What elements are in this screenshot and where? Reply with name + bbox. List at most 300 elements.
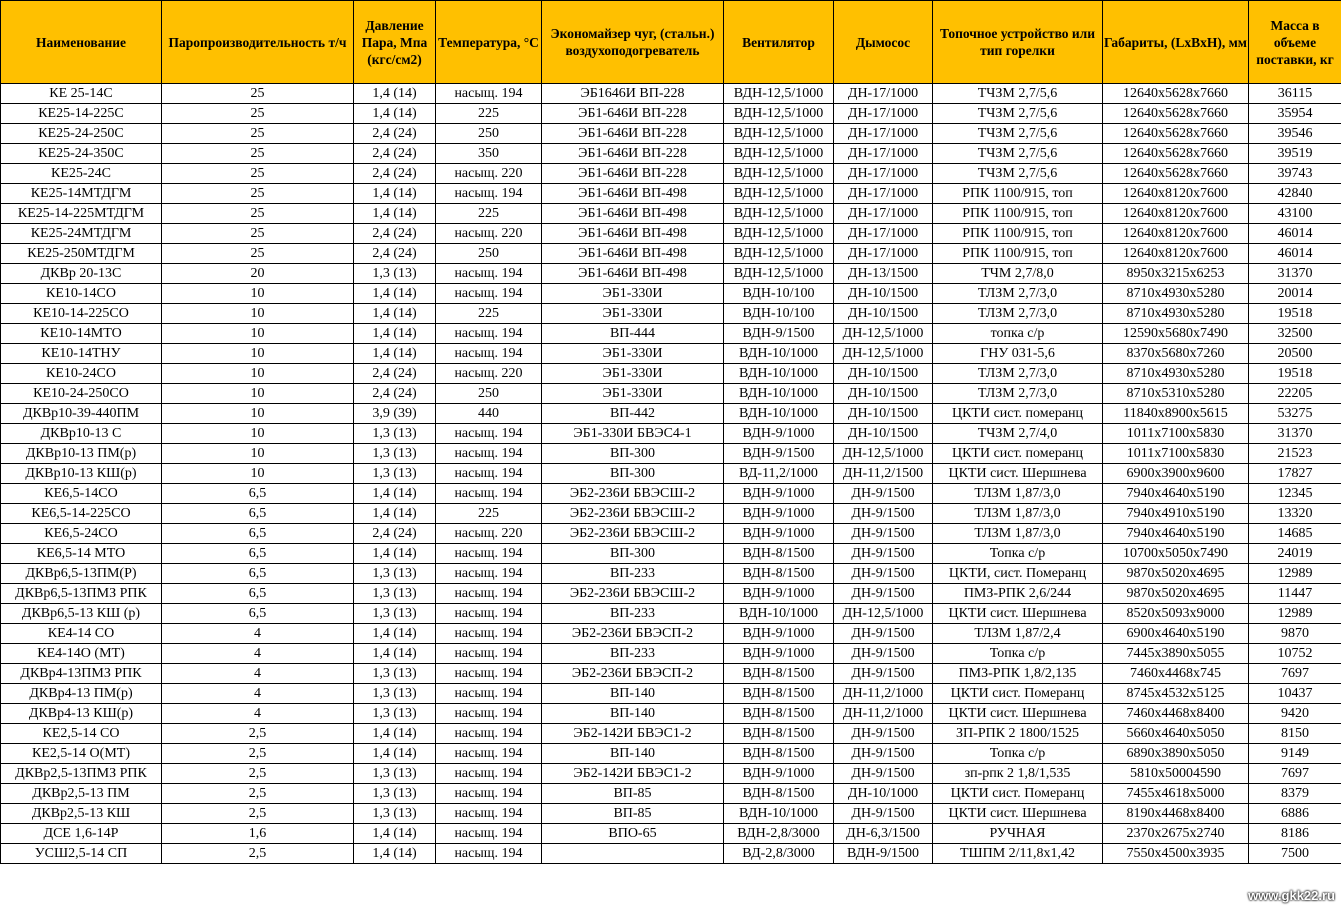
cell-capacity: 25: [162, 144, 354, 164]
cell-dimensions: 8520х5093х9000: [1103, 604, 1249, 624]
cell-name: КЕ25-24-250С: [1, 124, 162, 144]
table-row: [1, 584, 1341, 604]
cell-furnace: ТЧЗМ 2,7/5,6: [933, 144, 1103, 164]
cell-furnace: ТЧЗМ 2,7/5,6: [933, 124, 1103, 144]
cell-pressure: 1,4 (14): [354, 844, 436, 864]
cell-dimensions: 7460х4468х8400: [1103, 704, 1249, 724]
cell-name: КЕ 25-14С: [1, 84, 162, 104]
cell-economizer: ЭБ2-236И БВЭСП-2: [542, 664, 724, 684]
cell-pressure: 1,3 (13): [354, 264, 436, 284]
cell-exhauster: ДН-9/1500: [834, 664, 933, 684]
cell-pressure: 1,4 (14): [354, 644, 436, 664]
cell-furnace: ТЧЗМ 2,7/5,6: [933, 164, 1103, 184]
cell-temperature: насыщ. 194: [436, 444, 542, 464]
cell-mass: 31370: [1249, 264, 1341, 284]
cell-economizer: ЭБ2-142И БВЭС1-2: [542, 724, 724, 744]
cell-fan: ВДН-12,5/1000: [724, 164, 834, 184]
site-watermark: www.gkk22.ru: [1248, 888, 1335, 903]
cell-name: ДКВр10-13 С: [1, 424, 162, 444]
cell-pressure: 1,4 (14): [354, 204, 436, 224]
cell-pressure: 1,4 (14): [354, 544, 436, 564]
cell-pressure: 2,4 (24): [354, 224, 436, 244]
cell-mass: 13320: [1249, 504, 1341, 524]
cell-dimensions: 10700х5050х7490: [1103, 544, 1249, 564]
cell-temperature: насыщ. 194: [436, 564, 542, 584]
cell-exhauster: ДН-17/1000: [834, 84, 933, 104]
cell-economizer: ЭБ1-330И БВЭС4-1: [542, 424, 724, 444]
cell-capacity: 6,5: [162, 544, 354, 564]
table-row: [1, 104, 1341, 124]
cell-economizer: ЭБ2-142И БВЭС1-2: [542, 764, 724, 784]
header-furnace: Топочное устройство или тип горелки: [933, 1, 1103, 84]
cell-name: КЕ25-24С: [1, 164, 162, 184]
cell-pressure: 1,4 (14): [354, 624, 436, 644]
cell-capacity: 2,5: [162, 844, 354, 864]
cell-name: КЕ10-14СО: [1, 284, 162, 304]
cell-capacity: 10: [162, 304, 354, 324]
cell-temperature: 440: [436, 404, 542, 424]
cell-exhauster: ДН-11,2/1000: [834, 704, 933, 724]
cell-mass: 11447: [1249, 584, 1341, 604]
cell-exhauster: ДН-6,3/1500: [834, 824, 933, 844]
cell-exhauster: ДН-10/1500: [834, 404, 933, 424]
cell-fan: ВДН-9/1500: [724, 324, 834, 344]
cell-furnace: ТЛЗМ 2,7/3,0: [933, 304, 1103, 324]
cell-capacity: 6,5: [162, 564, 354, 584]
cell-mass: 17827: [1249, 464, 1341, 484]
table-row: [1, 724, 1341, 744]
cell-name: КЕ2,5-14 СО: [1, 724, 162, 744]
cell-exhauster: ДН-12,5/1000: [834, 444, 933, 464]
cell-furnace: ТЛЗМ 1,87/2,4: [933, 624, 1103, 644]
cell-fan: ВДН-10/100: [724, 284, 834, 304]
cell-economizer: ЭБ1-330И: [542, 284, 724, 304]
table-row: [1, 744, 1341, 764]
table-row: [1, 704, 1341, 724]
cell-mass: 24019: [1249, 544, 1341, 564]
table-row: [1, 624, 1341, 644]
cell-mass: 20500: [1249, 344, 1341, 364]
cell-dimensions: 5810х50004590: [1103, 764, 1249, 784]
cell-pressure: 1,4 (14): [354, 744, 436, 764]
cell-temperature: насыщ. 194: [436, 724, 542, 744]
cell-furnace: ПМЗ-РПК 2,6/244: [933, 584, 1103, 604]
cell-temperature: насыщ. 194: [436, 784, 542, 804]
cell-capacity: 2,5: [162, 764, 354, 784]
table-row: [1, 824, 1341, 844]
cell-capacity: 10: [162, 424, 354, 444]
cell-dimensions: 6900х3900х9600: [1103, 464, 1249, 484]
cell-economizer: ЭБ1-646И ВП-498: [542, 244, 724, 264]
cell-mass: 7697: [1249, 764, 1341, 784]
table-body: [1, 84, 1341, 864]
cell-dimensions: 12640х5628х7660: [1103, 164, 1249, 184]
cell-name: ДКВр4-13 КШ(р): [1, 704, 162, 724]
cell-fan: ВД-11,2/1000: [724, 464, 834, 484]
cell-capacity: 25: [162, 224, 354, 244]
header-fan: Вентилятор: [724, 1, 834, 84]
cell-name: ДКВр2,5-13 ПМ: [1, 784, 162, 804]
cell-fan: ВДН-8/1500: [724, 544, 834, 564]
cell-exhauster: ДН-9/1500: [834, 544, 933, 564]
cell-capacity: 25: [162, 104, 354, 124]
cell-name: ДКВр6,5-13ПМЗ РПК: [1, 584, 162, 604]
cell-exhauster: ДН-9/1500: [834, 624, 933, 644]
cell-dimensions: 7940х4910х5190: [1103, 504, 1249, 524]
cell-exhauster: ДН-9/1500: [834, 504, 933, 524]
cell-name: ДКВр2,5-13 КШ: [1, 804, 162, 824]
cell-exhauster: ДН-9/1500: [834, 524, 933, 544]
cell-capacity: 2,5: [162, 804, 354, 824]
cell-economizer: ЭБ2-236И БВЭСШ-2: [542, 584, 724, 604]
cell-fan: ВДН-9/1000: [724, 584, 834, 604]
table-row: [1, 364, 1341, 384]
cell-temperature: насыщ. 220: [436, 364, 542, 384]
table-row: [1, 664, 1341, 684]
cell-dimensions: 8370х5680х7260: [1103, 344, 1249, 364]
cell-exhauster: ДН-11,2/1000: [834, 684, 933, 704]
cell-economizer: ЭБ1-646И ВП-498: [542, 184, 724, 204]
cell-capacity: 25: [162, 204, 354, 224]
cell-name: ДКВр6,5-13ПМ(Р): [1, 564, 162, 584]
cell-pressure: 1,4 (14): [354, 504, 436, 524]
table-row: [1, 424, 1341, 444]
cell-fan: ВДН-8/1500: [724, 664, 834, 684]
table-row: [1, 344, 1341, 364]
cell-furnace: ЦКТИ сист. Померанц: [933, 784, 1103, 804]
header-dimensions: Габариты, (LxBxH), мм: [1103, 1, 1249, 84]
cell-dimensions: 7445х3890х5055: [1103, 644, 1249, 664]
cell-pressure: 1,4 (14): [354, 484, 436, 504]
cell-capacity: 25: [162, 184, 354, 204]
cell-mass: 39546: [1249, 124, 1341, 144]
cell-name: ДКВр 20-13С: [1, 264, 162, 284]
cell-economizer: ВП-233: [542, 644, 724, 664]
cell-temperature: насыщ. 194: [436, 824, 542, 844]
cell-furnace: ТЧМ 2,7/8,0: [933, 264, 1103, 284]
cell-economizer: ЭБ1-646И ВП-228: [542, 124, 724, 144]
cell-fan: ВД-2,8/3000: [724, 844, 834, 864]
cell-furnace: ТШПМ 2/11,8х1,42: [933, 844, 1103, 864]
cell-dimensions: 7550х4500х3935: [1103, 844, 1249, 864]
cell-mass: 31370: [1249, 424, 1341, 444]
cell-capacity: 25: [162, 244, 354, 264]
table-row: [1, 204, 1341, 224]
cell-pressure: 1,4 (14): [354, 824, 436, 844]
table-row: [1, 484, 1341, 504]
table-row: [1, 804, 1341, 824]
cell-furnace: ТЧЗМ 2,7/5,6: [933, 104, 1103, 124]
cell-temperature: 225: [436, 104, 542, 124]
cell-furnace: ТЛЗМ 1,87/3,0: [933, 484, 1103, 504]
cell-fan: ВДН-12,5/1000: [724, 84, 834, 104]
table-row: [1, 544, 1341, 564]
cell-fan: ВДН-10/1000: [724, 804, 834, 824]
cell-furnace: ЦКТИ сист. Шершнева: [933, 464, 1103, 484]
cell-temperature: насыщ. 194: [436, 624, 542, 644]
cell-name: КЕ10-24-250СО: [1, 384, 162, 404]
cell-capacity: 6,5: [162, 484, 354, 504]
cell-temperature: насыщ. 220: [436, 524, 542, 544]
cell-dimensions: 1011х7100х5830: [1103, 444, 1249, 464]
cell-economizer: ВП-85: [542, 784, 724, 804]
cell-pressure: 1,3 (13): [354, 464, 436, 484]
cell-economizer: ВП-140: [542, 744, 724, 764]
cell-economizer: [542, 844, 724, 864]
cell-furnace: РПК 1100/915, топ: [933, 244, 1103, 264]
cell-dimensions: 8710х4930х5280: [1103, 364, 1249, 384]
cell-exhauster: ДН-17/1000: [834, 244, 933, 264]
cell-dimensions: 8710х4930х5280: [1103, 284, 1249, 304]
table-row: [1, 144, 1341, 164]
cell-name: КЕ25-14МТДГМ: [1, 184, 162, 204]
cell-furnace: ТЧЗМ 2,7/5,6: [933, 84, 1103, 104]
cell-capacity: 25: [162, 84, 354, 104]
cell-furnace: РУЧНАЯ: [933, 824, 1103, 844]
cell-temperature: насыщ. 194: [436, 804, 542, 824]
cell-fan: ВДН-12,5/1000: [724, 104, 834, 124]
cell-fan: ВДН-12,5/1000: [724, 124, 834, 144]
cell-capacity: 4: [162, 704, 354, 724]
cell-name: ДКВр10-13 ПМ(р): [1, 444, 162, 464]
cell-pressure: 1,3 (13): [354, 664, 436, 684]
cell-furnace: ЦКТИ сист. Шершнева: [933, 604, 1103, 624]
cell-dimensions: 12640х8120х7600: [1103, 244, 1249, 264]
cell-mass: 6886: [1249, 804, 1341, 824]
cell-capacity: 25: [162, 124, 354, 144]
cell-temperature: 225: [436, 504, 542, 524]
cell-mass: 10437: [1249, 684, 1341, 704]
cell-economizer: ВП-442: [542, 404, 724, 424]
cell-exhauster: ДН-10/1500: [834, 384, 933, 404]
cell-furnace: Топка с/р: [933, 744, 1103, 764]
cell-fan: ВДН-9/1000: [724, 484, 834, 504]
cell-furnace: топка с/р: [933, 324, 1103, 344]
cell-exhauster: ДН-10/1500: [834, 284, 933, 304]
cell-economizer: ВП-233: [542, 564, 724, 584]
cell-capacity: 2,5: [162, 744, 354, 764]
table-row: [1, 464, 1341, 484]
cell-temperature: насыщ. 194: [436, 764, 542, 784]
cell-furnace: РПК 1100/915, топ: [933, 224, 1103, 244]
cell-furnace: Топка с/р: [933, 544, 1103, 564]
cell-capacity: 25: [162, 164, 354, 184]
cell-dimensions: 7940х4640х5190: [1103, 524, 1249, 544]
cell-furnace: ЗП-РПК 2 1800/1525: [933, 724, 1103, 744]
table-row: [1, 684, 1341, 704]
cell-pressure: 1,3 (13): [354, 604, 436, 624]
cell-mass: 10752: [1249, 644, 1341, 664]
cell-temperature: 250: [436, 384, 542, 404]
cell-capacity: 6,5: [162, 504, 354, 524]
cell-name: КЕ6,5-14-225СО: [1, 504, 162, 524]
table-row: [1, 604, 1341, 624]
cell-pressure: 1,3 (13): [354, 424, 436, 444]
cell-fan: ВДН-9/1000: [724, 644, 834, 664]
cell-economizer: ВП-85: [542, 804, 724, 824]
cell-pressure: 1,4 (14): [354, 304, 436, 324]
cell-name: КЕ6,5-14СО: [1, 484, 162, 504]
cell-economizer: ЭБ1-646И ВП-498: [542, 264, 724, 284]
cell-dimensions: 12640х5628х7660: [1103, 104, 1249, 124]
cell-mass: 8150: [1249, 724, 1341, 744]
cell-mass: 12989: [1249, 604, 1341, 624]
cell-economizer: ЭБ1646И ВП-228: [542, 84, 724, 104]
header-economizer: Экономайзер чуг, (стальн.) воздухоподогреватель: [542, 1, 724, 84]
table-row: [1, 644, 1341, 664]
cell-pressure: 1,4 (14): [354, 104, 436, 124]
cell-furnace: ЦКТИ, сист. Померанц: [933, 564, 1103, 584]
cell-fan: ВДН-10/1000: [724, 604, 834, 624]
cell-mass: 39743: [1249, 164, 1341, 184]
cell-fan: ВДН-10/1000: [724, 384, 834, 404]
cell-exhauster: ДН-10/1500: [834, 304, 933, 324]
cell-furnace: ТЛЗМ 2,7/3,0: [933, 284, 1103, 304]
cell-mass: 43100: [1249, 204, 1341, 224]
cell-capacity: 2,5: [162, 784, 354, 804]
cell-pressure: 1,4 (14): [354, 84, 436, 104]
cell-temperature: насыщ. 194: [436, 344, 542, 364]
cell-furnace: ЦКТИ сист. Померанц: [933, 684, 1103, 704]
table-row: [1, 524, 1341, 544]
cell-name: ДКВр6,5-13 КШ (р): [1, 604, 162, 624]
cell-dimensions: 9870х5020х4695: [1103, 564, 1249, 584]
cell-furnace: ТЛЗМ 2,7/3,0: [933, 364, 1103, 384]
cell-dimensions: 9870х5020х4695: [1103, 584, 1249, 604]
cell-mass: 22205: [1249, 384, 1341, 404]
cell-exhauster: ДН-17/1000: [834, 164, 933, 184]
cell-mass: 9870: [1249, 624, 1341, 644]
cell-temperature: насыщ. 194: [436, 464, 542, 484]
cell-furnace: РПК 1100/915, топ: [933, 204, 1103, 224]
cell-pressure: 2,4 (24): [354, 124, 436, 144]
cell-temperature: 350: [436, 144, 542, 164]
cell-mass: 36115: [1249, 84, 1341, 104]
cell-pressure: 1,4 (14): [354, 184, 436, 204]
cell-capacity: 6,5: [162, 604, 354, 624]
cell-exhauster: ДН-17/1000: [834, 144, 933, 164]
cell-name: КЕ25-14-225С: [1, 104, 162, 124]
table-row: [1, 504, 1341, 524]
cell-mass: 7500: [1249, 844, 1341, 864]
cell-furnace: ТЛЗМ 1,87/3,0: [933, 504, 1103, 524]
cell-dimensions: 12640х8120х7600: [1103, 224, 1249, 244]
cell-fan: ВДН-9/1000: [724, 764, 834, 784]
cell-name: ДКВр10-39-440ПМ: [1, 404, 162, 424]
cell-mass: 35954: [1249, 104, 1341, 124]
table-row: [1, 444, 1341, 464]
table-row: [1, 304, 1341, 324]
cell-exhauster: ДН-12,5/1000: [834, 604, 933, 624]
cell-pressure: 2,4 (24): [354, 364, 436, 384]
cell-exhauster: ДН-10/1500: [834, 424, 933, 444]
cell-fan: ВДН-12,5/1000: [724, 244, 834, 264]
cell-dimensions: 6900х4640х5190: [1103, 624, 1249, 644]
cell-name: КЕ25-24МТДГМ: [1, 224, 162, 244]
cell-name: ДКВр10-13 КШ(р): [1, 464, 162, 484]
cell-mass: 19518: [1249, 304, 1341, 324]
cell-economizer: ВП-140: [542, 704, 724, 724]
cell-economizer: ЭБ2-236И БВЭСШ-2: [542, 504, 724, 524]
cell-name: КЕ25-14-225МТДГМ: [1, 204, 162, 224]
cell-economizer: ЭБ1-646И ВП-228: [542, 144, 724, 164]
cell-fan: ВДН-9/1000: [724, 424, 834, 444]
cell-economizer: ВПО-65: [542, 824, 724, 844]
cell-economizer: ВП-300: [542, 544, 724, 564]
cell-economizer: ЭБ1-330И: [542, 344, 724, 364]
cell-exhauster: ДН-9/1500: [834, 804, 933, 824]
cell-dimensions: 12640х8120х7600: [1103, 204, 1249, 224]
cell-furnace: зп-рпк 2 1,8/1,535: [933, 764, 1103, 784]
cell-pressure: 1,3 (13): [354, 684, 436, 704]
cell-economizer: ВП-233: [542, 604, 724, 624]
cell-temperature: насыщ. 220: [436, 224, 542, 244]
header-row: [1, 1, 1341, 84]
cell-exhauster: ДН-9/1500: [834, 564, 933, 584]
cell-pressure: 1,3 (13): [354, 764, 436, 784]
cell-pressure: 1,3 (13): [354, 704, 436, 724]
cell-pressure: 2,4 (24): [354, 244, 436, 264]
header-temperature: Температура, °С: [436, 1, 542, 84]
table-row: [1, 124, 1341, 144]
cell-capacity: 6,5: [162, 524, 354, 544]
cell-capacity: 4: [162, 644, 354, 664]
cell-fan: ВДН-10/1000: [724, 364, 834, 384]
table-row: [1, 164, 1341, 184]
cell-dimensions: 12640х5628х7660: [1103, 124, 1249, 144]
cell-mass: 12345: [1249, 484, 1341, 504]
cell-pressure: 1,4 (14): [354, 724, 436, 744]
cell-fan: ВДН-12,5/1000: [724, 184, 834, 204]
cell-mass: 42840: [1249, 184, 1341, 204]
cell-capacity: 10: [162, 404, 354, 424]
cell-temperature: насыщ. 194: [436, 604, 542, 624]
cell-temperature: насыщ. 194: [436, 264, 542, 284]
cell-dimensions: 8710х4930х5280: [1103, 304, 1249, 324]
cell-dimensions: 12590х5680х7490: [1103, 324, 1249, 344]
cell-capacity: 10: [162, 344, 354, 364]
cell-name: КЕ10-14ТНУ: [1, 344, 162, 364]
cell-fan: ВДН-12,5/1000: [724, 224, 834, 244]
table-row: [1, 224, 1341, 244]
cell-capacity: 10: [162, 464, 354, 484]
cell-mass: 14685: [1249, 524, 1341, 544]
cell-capacity: 10: [162, 384, 354, 404]
table-row: [1, 84, 1341, 104]
cell-name: КЕ4-14 СО: [1, 624, 162, 644]
table-row: [1, 844, 1341, 864]
cell-name: КЕ4-14О (МТ): [1, 644, 162, 664]
cell-temperature: 225: [436, 204, 542, 224]
cell-exhauster: ДН-12,5/1000: [834, 344, 933, 364]
cell-dimensions: 6890х3890х5050: [1103, 744, 1249, 764]
cell-name: КЕ6,5-24СО: [1, 524, 162, 544]
cell-temperature: насыщ. 194: [436, 484, 542, 504]
cell-mass: 8186: [1249, 824, 1341, 844]
cell-mass: 19518: [1249, 364, 1341, 384]
cell-name: КЕ10-24СО: [1, 364, 162, 384]
cell-economizer: ЭБ2-236И БВЭСШ-2: [542, 484, 724, 504]
cell-capacity: 4: [162, 684, 354, 704]
cell-dimensions: 2370х2675х2740: [1103, 824, 1249, 844]
cell-dimensions: 7455х4618х5000: [1103, 784, 1249, 804]
table-row: [1, 264, 1341, 284]
cell-temperature: 250: [436, 124, 542, 144]
cell-mass: 8379: [1249, 784, 1341, 804]
cell-capacity: 2,5: [162, 724, 354, 744]
cell-temperature: насыщ. 194: [436, 704, 542, 724]
cell-dimensions: 11840х8900х5615: [1103, 404, 1249, 424]
